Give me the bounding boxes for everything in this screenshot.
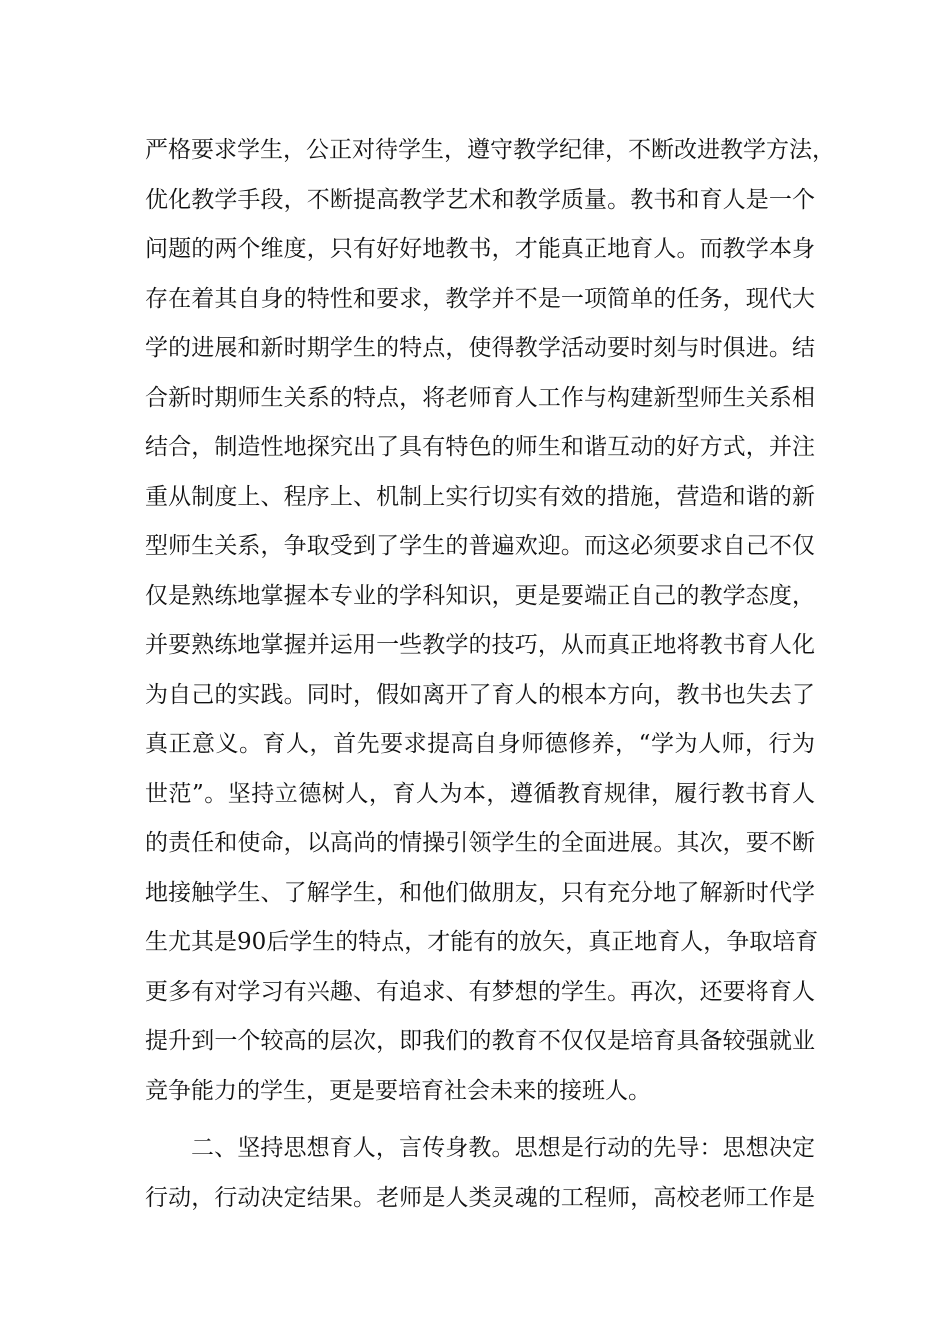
text-line: 为自己的实践。同时，假如离开了育人的根本方向，教书也失去了 <box>145 681 815 708</box>
text-line: 重从制度上、程序上、机制上实行切实有效的措施，营造和谐的新 <box>145 483 815 510</box>
text-line: 提升到一个较高的层次，即我们的教育不仅仅是培育具备较强就业 <box>145 1028 815 1054</box>
text-line: 问题的两个维度，只有好好地教书，才能真正地育人。而教学本身 <box>145 236 815 262</box>
text-line: 真正意义。育人，首先要求提高自身师德修养，“学为人师，行为 <box>145 731 815 757</box>
text-line: 竞争能力的学生，更是要培育社会未来的接班人。 <box>145 1077 651 1104</box>
text-line: 地接触学生、了解学生，和他们做朋友，只有充分地了解新时代学 <box>145 879 815 906</box>
text-line: 结合，制造性地探究出了具有特色的师生和谐互动的好方式，并注 <box>145 434 815 460</box>
paragraph-2 <box>145 1124 815 1223</box>
text-line: 严格要求学生，公正对待学生，遵守教学纪律，不断改进教学方法， <box>145 137 835 163</box>
text-line: 优化教学手段，不断提高教学艺术和教学质量。教书和育人是一个 <box>145 186 815 213</box>
text-line: 二、坚持思想育人，言传身教。思想是行动的先导：思想决定 <box>191 1135 815 1161</box>
text-line: 合新时期师生关系的特点，将老师育人工作与构建新型师生关系相 <box>145 384 815 411</box>
text-line: 型师生关系，争取受到了学生的普遍欢迎。而这必须要求自己不仅 <box>145 533 815 559</box>
text-line: 行动，行动决定结果。老师是人类灵魂的工程师，高校老师工作是 <box>145 1184 815 1211</box>
document-body <box>145 126 835 1223</box>
text-line: 世范”。坚持立德树人，育人为本，遵循教育规律，履行教书育人 <box>145 780 815 807</box>
paragraph-gap <box>145 1116 815 1124</box>
text-line: 存在着其自身的特性和要求，教学并不是一项简单的任务，现代大 <box>145 285 815 312</box>
text-line: 的责任和使命，以高尚的情操引领学生的全面进展。其次，要不断 <box>145 830 815 856</box>
text-line: 学的进展和新时期学生的特点，使得教学活动要时刻与时俱进。结 <box>145 335 815 361</box>
paragraph-1 <box>145 126 835 1116</box>
text-line: 生尤其是90后学生的特点，才能有的放矢，真正地育人，争取培育 <box>145 929 819 955</box>
text-line: 并要熟练地掌握并运用一些教学的技巧，从而真正地将教书育人化 <box>145 632 815 658</box>
text-line: 更多有对学习有兴趣、有追求、有梦想的学生。再次，还要将育人 <box>145 978 815 1005</box>
text-line: 仅是熟练地掌握本专业的学科知识，更是要端正自己的教学态度， <box>145 582 815 609</box>
